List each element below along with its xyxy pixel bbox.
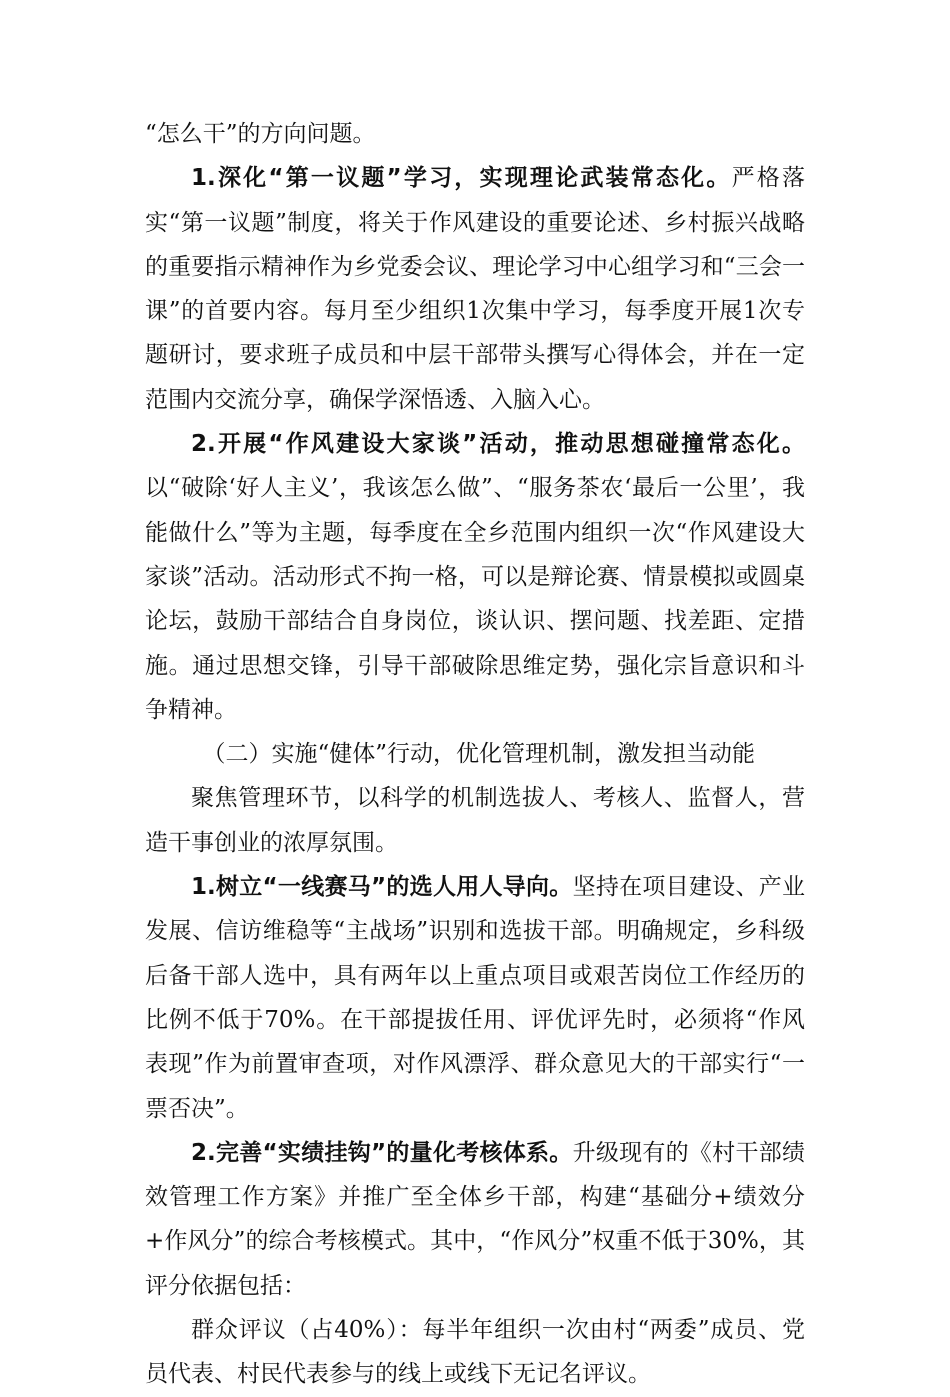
- item-performance-assessment: [145, 1131, 805, 1308]
- item-body: 坚持在项目建设、产业发展、信访维稳等“主战场”识别和选拔干部。明确规定，乡科级后备干部人选中，具有两年以上重点项目或艰苦岗位工作经历的比例不低于70%。在干部提拔任用、评优评先时，必须将“作风表现”作为前置审查项，对作风漂浮、群众意见大的干部实行“一票否决”。: [145, 874, 805, 1122]
- document-page: [145, 112, 805, 1397]
- item-lead: 2.完善“实绩挂钩”的量化考核体系。: [191, 1139, 573, 1166]
- item-body: 严格落实“第一议题”制度，将关于作风建设的重要论述、乡村振兴战略的重要指示精神作为乡党委会议、理论学习中心组学习和“三会一课”的首要内容。每月至少组织1次集中学习，每季度开展1次专题研讨，要求班子成员和中层干部带头撰写心得体会，并在一定范围内交流分享，确保学深悟透、入脑入心。: [145, 165, 805, 413]
- item-body: 升级现有的《村干部绩效管理工作方案》并推广至全体乡干部，构建“基础分+绩效分+作风分”的综合考核模式。其中，“作风分”权重不低于30%，其评分依据包括：: [145, 1139, 805, 1299]
- item-first-topic-study: [145, 156, 805, 422]
- item-style-discussion: [145, 422, 805, 732]
- intro-paragraph: “怎么干”的方向问题。: [145, 121, 376, 147]
- sub-item-mass-evaluation: 群众评议（占40%）：每半年组织一次由村“两委”成员、党员代表、村民代表参与的线上或线下无记名评议。: [145, 1317, 805, 1388]
- item-body: 以“破除‘好人主义’，我该怎么做”、“服务茶农‘最后一公里’，我能做什么”等为主题，每季度在全乡范围内组织一次“作风建设大家谈”活动。活动形式不拘一格，可以是辩论赛、情景模拟或圆桌论坛，鼓励干部结合自身岗位，谈认识、摆问题、找差距、定措施。通过思想交锋，引导干部破除思维定势，强化宗旨意识和斗争精神。: [145, 475, 805, 723]
- item-lead: 1.深化“第一议题”学习，实现理论武装常态化。: [191, 165, 732, 192]
- item-lead: 2.开展“作风建设大家谈”活动，推动思想碰撞常态化。: [191, 431, 805, 458]
- section-heading: （二）实施“健体”行动，优化管理机制，激发担当动能: [202, 741, 756, 768]
- item-frontline-selection: [145, 865, 805, 1131]
- section-intro: 聚焦管理环节，以科学的机制选拔人、考核人、监督人，营造干事创业的浓厚氛围。: [145, 785, 805, 856]
- item-lead: 1.树立“一线赛马”的选人用人导向。: [191, 874, 573, 901]
